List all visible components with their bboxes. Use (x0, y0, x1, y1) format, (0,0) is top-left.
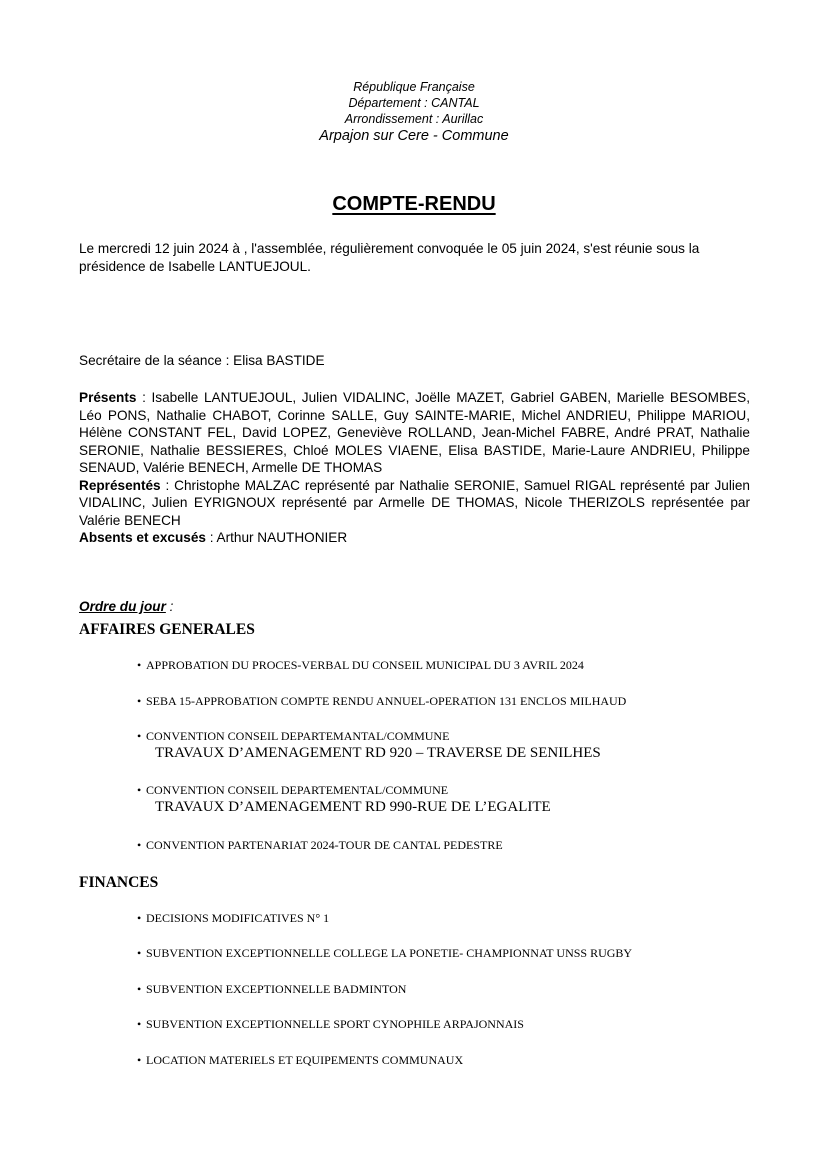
bullet: • (137, 783, 142, 797)
bullet: • (137, 982, 142, 996)
bullet: • (137, 694, 142, 708)
agenda-item-detail: TRAVAUX D’AMENAGEMENT RD 920 – TRAVERSE DE SENILHES (155, 745, 601, 761)
attendance-block (79, 389, 750, 547)
bullet: • (137, 658, 142, 672)
document-title: COMPTE-RENDU (332, 193, 496, 215)
agenda-item: • DECISIONS MODIFICATIVES N° 1 (137, 911, 330, 925)
presents-label: Présents (79, 390, 137, 405)
section-heading-finances: FINANCES (79, 874, 159, 891)
header-commune: Arpajon sur Cere - Commune (319, 128, 509, 144)
absents-list: : Arthur NAUTHONIER (205, 530, 348, 545)
header-republique: République Française (353, 80, 475, 94)
ordre-du-jour-suffix: : (165, 599, 174, 614)
agenda-item-detail: TRAVAUX D’AMENAGEMENT RD 990-RUE DE L’EGALITE (155, 799, 551, 815)
representes-paragraph (79, 477, 750, 530)
absents-paragraph (79, 529, 750, 547)
agenda-item: • LOCATION MATERIELS ET EQUIPEMENTS COMMUNAUX (137, 1053, 464, 1067)
bullet: • (137, 911, 142, 925)
agenda-item: • SUBVENTION EXCEPTIONNELLE SPORT CYNOPHILE ARPAJONNAIS (137, 1017, 524, 1031)
section-heading-affaires-generales: AFFAIRES GENERALES (79, 621, 255, 638)
agenda-item: • SUBVENTION EXCEPTIONNELLE BADMINTON (137, 982, 407, 996)
agenda-item: • SEBA 15-APPROBATION COMPTE RENDU ANNUEL-OPERATION 131 ENCLOS MILHAUD (137, 694, 627, 708)
agenda-item: • APPROBATION DU PROCES-VERBAL DU CONSEIL MUNICIPAL DU 3 AVRIL 2024 (137, 658, 584, 672)
document-header (0, 79, 828, 146)
secretaire-line: Secrétaire de la séance : Elisa BASTIDE (79, 353, 325, 368)
ordre-du-jour-label: Ordre du jour (79, 599, 166, 614)
presents-list: : Isabelle LANTUEJOUL, Julien VIDALINC, Joëlle MAZET, Gabriel GABEN, Marielle BESOMBES, Léo PONS, Nathalie CHABOT, Corinne SALLE, Guy SAINTE-MARIE, Michel ANDRIEU, Philippe MARIOU, Hélène CONSTANT FEL, David LOPEZ, Geneviève ROLLAND, Jean-Michel FABRE, André PRAT, Nathalie SERONIE, Nathalie BESSIERES, Chloé MOLES VIAENE, Elisa BASTIDE, Marie-Laure ANDRIEU, Philippe SENAUD, Valérie BENECH, Armelle DE THOMAS (79, 390, 750, 475)
bullet: • (137, 729, 142, 743)
header-arrondissement: Arrondissement : Aurillac (344, 112, 484, 126)
intro-paragraph: Le mercredi 12 juin 2024 à , l'assemblée, régulièrement convoquée le 05 juin 2024, s'est réunie sous la présidence de Isabelle LANTUEJOUL. (79, 241, 700, 274)
ordre-du-jour (79, 599, 173, 614)
absents-label: Absents et excusés (79, 530, 206, 545)
agenda-item: • CONVENTION CONSEIL DEPARTEMANTAL/COMMUNE TRAVAUX D’AMENAGEMENT RD 920 – TRAVERSE DE SENILHES (137, 729, 601, 761)
representes-label: Représentés (79, 477, 161, 493)
agenda-item: • CONVENTION CONSEIL DEPARTEMENTAL/COMMUNE TRAVAUX D’AMENAGEMENT RD 990-RUE DE L’EGALITE (137, 783, 551, 815)
bullet: • (137, 838, 142, 852)
header-departement: Département : CANTAL (348, 96, 480, 110)
representes-list: : Christophe MALZAC représenté par Nathalie SERONIE, Samuel RIGAL représenté par Julien VIDALINC, Julien EYRIGNOUX représenté par Armelle DE THOMAS, Nicole THERIZOLS représentée par Valérie BENECH (79, 477, 750, 528)
bullet: • (137, 1017, 142, 1031)
bullet: • (137, 1053, 142, 1067)
presents-paragraph (79, 389, 750, 477)
agenda-item: • CONVENTION PARTENARIAT 2024-TOUR DE CANTAL PEDESTRE (137, 838, 503, 852)
bullet: • (137, 946, 142, 960)
agenda-item: • SUBVENTION EXCEPTIONNELLE COLLEGE LA PONETIE- CHAMPIONNAT UNSS RUGBY (137, 946, 633, 960)
